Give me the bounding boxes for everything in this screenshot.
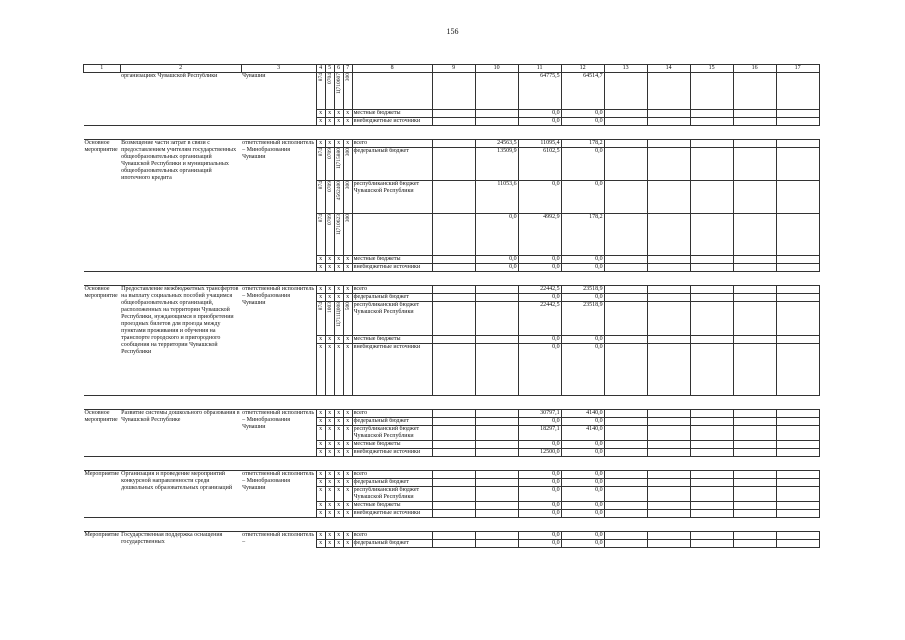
table-cell: x xyxy=(334,256,343,264)
table-row xyxy=(84,471,820,479)
table-cell: x xyxy=(316,449,325,457)
table-row xyxy=(84,532,820,540)
executor: ответственный исполнитель – Минобразования Чувашии xyxy=(242,286,315,306)
table-cell: 64514,7 xyxy=(561,73,604,110)
table-cell: x xyxy=(316,286,325,294)
table-cell: x xyxy=(316,479,325,487)
table-cell: 0,0 xyxy=(518,264,561,272)
table-cell: 0,0 xyxy=(518,487,561,502)
table-cell: 0,0 xyxy=(561,418,604,426)
activity-name: Предоставление межбюджетных трансфертов на выплату социальных пособий учащимся общеобразовательных организаций, расположенных на территории Чувашской Республики, нуждающимся в приобретении проездных билетов для проезда между пунктами проживания и обучения на транспорте городского и пригородного сообщения на территории Чувашской Республики xyxy=(121,286,239,355)
table-cell: 874 xyxy=(317,302,324,311)
table-cell: 4140,0 xyxy=(561,410,604,418)
table-cell: x xyxy=(334,449,343,457)
col-header: 2 xyxy=(120,65,241,73)
col-header: 12 xyxy=(561,65,604,73)
table-cell: 24563,5 xyxy=(475,140,518,148)
table-cell: местные бюджеты xyxy=(352,502,432,510)
table-cell: 0,0 xyxy=(518,336,561,344)
activity-type: Мероприятие xyxy=(84,471,120,477)
table-cell: 0,0 xyxy=(561,256,604,264)
col-header: 5 xyxy=(325,65,334,73)
table-cell: Ц715880 xyxy=(335,148,342,169)
table-cell: x xyxy=(334,502,343,510)
table-cell: 13509,9 xyxy=(475,148,518,181)
table-cell: 0,0 xyxy=(561,294,604,302)
table-cell: x xyxy=(334,140,343,148)
table-cell: 0,0 xyxy=(518,441,561,449)
table-cell: 0,0 xyxy=(561,540,604,548)
table-cell: внебюджетные источники xyxy=(352,118,432,126)
table-cell: 0,0 xyxy=(561,110,604,118)
col-header: 3 xyxy=(241,65,316,73)
table-cell: x xyxy=(334,336,343,344)
table-cell: x xyxy=(325,418,334,426)
table-cell: 874 xyxy=(317,73,324,82)
table-cell: 0,0 xyxy=(475,264,518,272)
table-cell: 0,0 xyxy=(561,336,604,344)
table-cell: x xyxy=(334,471,343,479)
table-cell: 178,2 xyxy=(561,214,604,256)
table-cell: 0,0 xyxy=(561,487,604,502)
table-cell: x xyxy=(343,264,352,272)
table-cell: 0,0 xyxy=(518,118,561,126)
table-cell: 300 xyxy=(344,73,351,82)
table-cell: x xyxy=(316,294,325,302)
table-cell: всего xyxy=(352,140,432,148)
table-cell: 0709 xyxy=(326,148,333,159)
table-cell: x xyxy=(316,441,325,449)
table-cell: 0,0 xyxy=(518,532,561,540)
table-cell: 0,0 xyxy=(561,181,604,214)
table-cell: республиканский бюджет Чувашской Республики xyxy=(352,487,432,502)
table-cell: 23518,9 xyxy=(561,302,604,336)
page-number: 156 xyxy=(446,27,459,36)
table-cell: x xyxy=(325,487,334,502)
table-row xyxy=(84,410,820,418)
table-cell: 11095,4 xyxy=(518,140,561,148)
table-cell: всего xyxy=(352,410,432,418)
table-cell: x xyxy=(334,264,343,272)
table-cell: 0,0 xyxy=(561,502,604,510)
table-cell: 874 xyxy=(317,181,324,190)
table-cell: x xyxy=(343,336,352,344)
table-cell: 23518,9 xyxy=(561,286,604,294)
table-cell: 0,0 xyxy=(518,294,561,302)
table-cell: 6102,5 xyxy=(518,148,561,181)
col-header: 6 xyxy=(334,65,343,73)
table-cell: x xyxy=(343,471,352,479)
table-cell: 0,0 xyxy=(518,510,561,518)
table-cell: 12500,0 xyxy=(518,449,561,457)
table-cell: 0,0 xyxy=(561,479,604,487)
table-cell: республиканский бюджет Чувашской Республики xyxy=(352,181,432,214)
table-cell: республиканский бюджет Чувашской Республики xyxy=(352,302,432,336)
table-cell: внебюджетные источники xyxy=(352,510,432,518)
executor: Чувашии xyxy=(242,73,266,79)
table-cell: 18297,1 xyxy=(518,426,561,441)
table-cell: федеральный бюджет xyxy=(352,418,432,426)
header-row xyxy=(84,65,820,73)
col-header: 1 xyxy=(84,65,121,73)
table-cell: x xyxy=(316,418,325,426)
table-cell: x xyxy=(334,479,343,487)
table-cell: x xyxy=(316,344,325,396)
table-cell: x xyxy=(334,118,343,126)
table-cell: 0,0 xyxy=(561,449,604,457)
table-cell: x xyxy=(343,426,352,441)
table-row xyxy=(84,286,820,294)
table-cell: 0,0 xyxy=(561,471,604,479)
table-cell: x xyxy=(325,510,334,518)
table-cell: 0,0 xyxy=(518,110,561,118)
table-cell: 0,0 xyxy=(561,264,604,272)
table-cell: 11053,6 xyxy=(475,181,518,214)
table-cell: 500 xyxy=(344,302,351,311)
table-cell: 22442,5 xyxy=(518,286,561,294)
table-cell: местные бюджеты xyxy=(352,110,432,118)
table-cell: федеральный бюджет xyxy=(352,479,432,487)
table-cell: x xyxy=(334,540,343,548)
table-cell: x xyxy=(334,532,343,540)
table-cell: 0,0 xyxy=(561,441,604,449)
table-cell: x xyxy=(334,344,343,396)
table-cell: x xyxy=(343,410,352,418)
table-cell: 0,0 xyxy=(518,471,561,479)
table-cell: x xyxy=(334,441,343,449)
activity-type: Основное мероприятие xyxy=(84,286,118,299)
table-cell: x xyxy=(325,264,334,272)
col-header: 4 xyxy=(316,65,325,73)
table-cell: x xyxy=(316,140,325,148)
table-cell: x xyxy=(325,441,334,449)
activity-name: Организация и проведение мероприятий конкурсной направленности среди дошкольных образовательных организаций xyxy=(121,471,233,491)
executor: ответственный исполнитель – Минобразования Чувашии xyxy=(242,471,315,491)
table-row xyxy=(84,73,820,110)
table-cell: 178,2 xyxy=(561,140,604,148)
table-cell: 1003 xyxy=(326,302,333,313)
table-cell: x xyxy=(343,110,352,118)
table-cell: 0,0 xyxy=(561,532,604,540)
table-cell: 300 xyxy=(344,181,351,190)
table-cell: 22442,5 xyxy=(518,302,561,336)
col-header: 11 xyxy=(518,65,561,73)
col-header: 13 xyxy=(604,65,647,73)
executor: ответственный исполнитель – xyxy=(242,532,315,545)
executor: ответственный исполнитель – Минобразования Чувашии xyxy=(242,410,315,430)
table-cell: x xyxy=(325,532,334,540)
table-cell: x xyxy=(343,286,352,294)
table-cell: x xyxy=(325,294,334,302)
table-cell: x xyxy=(343,294,352,302)
table-cell: 0,0 xyxy=(518,479,561,487)
table-cell: x xyxy=(325,344,334,396)
table-cell: Ц711Ц008 xyxy=(335,302,342,327)
table-cell: внебюджетные источники xyxy=(352,449,432,457)
table-cell: x xyxy=(343,256,352,264)
table-cell: x xyxy=(316,502,325,510)
table-cell: 0,0 xyxy=(561,344,604,396)
activity-name: организациях Чувашской Республики xyxy=(121,73,218,79)
table-cell: x xyxy=(343,479,352,487)
table-cell: x xyxy=(334,410,343,418)
activity-type: Основное мероприятие xyxy=(84,140,118,153)
table-cell: x xyxy=(343,540,352,548)
table-cell: местные бюджеты xyxy=(352,441,432,449)
table-cell: 64775,5 xyxy=(518,73,561,110)
table-cell: 0709 xyxy=(326,214,333,225)
table-cell: x xyxy=(325,256,334,264)
table-cell: x xyxy=(334,286,343,294)
table-cell: местные бюджеты xyxy=(352,336,432,344)
table-cell: 0,0 xyxy=(561,148,604,181)
table-cell: 0,0 xyxy=(518,181,561,214)
table-cell: x xyxy=(325,449,334,457)
table-cell: x xyxy=(334,110,343,118)
table-cell: 30797,1 xyxy=(518,410,561,418)
table-cell: x xyxy=(316,540,325,548)
table-cell: 0,0 xyxy=(475,256,518,264)
table-cell: x xyxy=(316,510,325,518)
col-header: 7 xyxy=(343,65,352,73)
table-cell: x xyxy=(343,510,352,518)
table-cell: x xyxy=(325,118,334,126)
table-cell: 4140,0 xyxy=(561,426,604,441)
table-cell: 0709 xyxy=(326,181,333,192)
table-cell: x xyxy=(343,502,352,510)
table-cell: x xyxy=(343,418,352,426)
col-header: 14 xyxy=(647,65,690,73)
table-cell: x xyxy=(316,264,325,272)
table-cell: 4992,9 xyxy=(518,214,561,256)
table-cell: внебюджетные источники xyxy=(352,264,432,272)
program-table xyxy=(83,64,820,548)
table-cell: всего xyxy=(352,532,432,540)
table-cell: x xyxy=(343,441,352,449)
table-cell: x xyxy=(325,410,334,418)
table-cell: федеральный бюджет xyxy=(352,148,432,181)
table-cell: 0,0 xyxy=(518,256,561,264)
table-cell: x xyxy=(334,426,343,441)
table-cell: x xyxy=(325,471,334,479)
table-cell: x xyxy=(325,140,334,148)
table-cell: 300 xyxy=(344,214,351,223)
table-cell: x xyxy=(343,344,352,396)
table-cell: Ц710623 xyxy=(335,214,342,235)
table-cell: x xyxy=(316,426,325,441)
table-cell: x xyxy=(343,532,352,540)
col-header: 16 xyxy=(733,65,776,73)
col-header: 17 xyxy=(776,65,819,73)
executor: ответственный исполнитель – Минобразования Чувашии xyxy=(242,140,315,160)
activity-name: Государственная поддержка оснащения государственных xyxy=(121,532,223,545)
table-cell: внебюджетные источники xyxy=(352,344,432,396)
table-cell: x xyxy=(316,336,325,344)
col-header: 9 xyxy=(432,65,475,73)
table-cell: x xyxy=(316,471,325,479)
table-cell: 0,0 xyxy=(561,118,604,126)
table-row xyxy=(84,140,820,148)
table-cell: x xyxy=(343,449,352,457)
table-cell: x xyxy=(325,426,334,441)
table-cell: x xyxy=(334,510,343,518)
activity-type: Основное мероприятие xyxy=(84,410,118,423)
table-cell: x xyxy=(316,110,325,118)
table-cell: местные бюджеты xyxy=(352,256,432,264)
table-cell: x xyxy=(325,286,334,294)
table-cell: Ц710607 xyxy=(335,73,342,94)
table-cell: x xyxy=(334,487,343,502)
activity-name: Развитие системы дошкольного образования в Чувашской Республике xyxy=(121,410,240,423)
table-cell: x xyxy=(343,140,352,148)
table-cell: x xyxy=(325,479,334,487)
col-header: 10 xyxy=(475,65,518,73)
table-cell: x xyxy=(325,110,334,118)
table-cell: x xyxy=(316,532,325,540)
table-cell: 874 xyxy=(317,214,324,223)
table-cell: 0,0 xyxy=(518,344,561,396)
table-cell: федеральный бюджет xyxy=(352,540,432,548)
table-cell: x xyxy=(343,118,352,126)
col-header: 8 xyxy=(352,65,432,73)
table-cell: x xyxy=(325,502,334,510)
table-cell: 4562400 xyxy=(335,181,342,201)
table-cell: x xyxy=(316,410,325,418)
table-cell: федеральный бюджет xyxy=(352,294,432,302)
activity-name: Возмещение части затрат в связи с предоставлением учителям государственных общеобразовательных организаций Чувашской Республики и муниципальных общеобразовательных организаций ипотечного кредита xyxy=(121,140,237,181)
col-header: 15 xyxy=(690,65,733,73)
table-cell: 0,0 xyxy=(561,510,604,518)
activity-type: Мероприятие xyxy=(84,532,120,538)
table-cell: всего xyxy=(352,471,432,479)
table-cell: 0,0 xyxy=(475,214,518,256)
table-cell: x xyxy=(316,256,325,264)
table-cell: 0,0 xyxy=(518,540,561,548)
table-cell: 0704 xyxy=(326,73,333,84)
table-cell: x xyxy=(316,118,325,126)
table-cell: x xyxy=(316,487,325,502)
table-cell: x xyxy=(325,336,334,344)
table-cell: 0,0 xyxy=(518,502,561,510)
table-cell: 0,0 xyxy=(518,418,561,426)
table-cell: 300 xyxy=(344,148,351,157)
table-cell: 874 xyxy=(317,148,324,157)
table-cell: республиканский бюджет Чувашской Республики xyxy=(352,426,432,441)
table-cell: x xyxy=(325,540,334,548)
table-cell: x xyxy=(334,294,343,302)
table-cell: x xyxy=(343,487,352,502)
table-cell: x xyxy=(334,418,343,426)
table-cell: всего xyxy=(352,286,432,294)
